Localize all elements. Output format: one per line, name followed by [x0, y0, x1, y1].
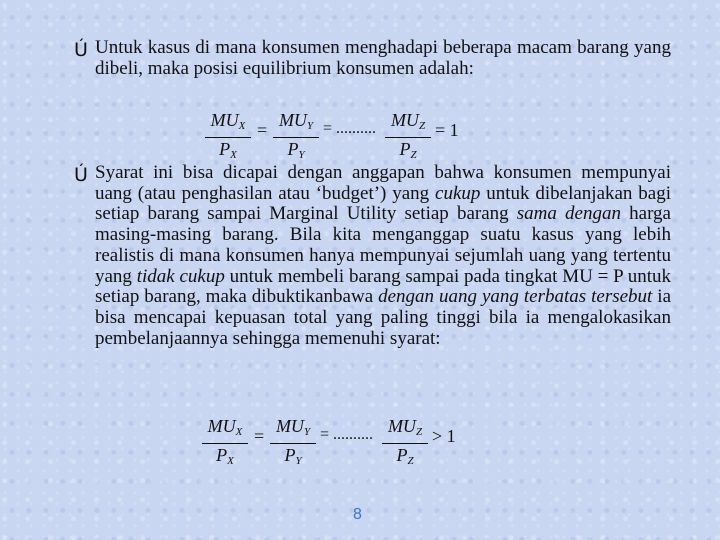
equals-sign: =: [257, 120, 268, 140]
bullet-symbol: Ú: [74, 164, 88, 186]
fraction-x: $MU_X$ $P_X$: [205, 110, 251, 165]
fraction-z: $MU_Z$ $P_Z$: [382, 416, 428, 471]
fraction-y: $MU_Y$ $P_Y$: [273, 110, 319, 165]
equals-sign: =: [254, 426, 265, 446]
equals-ellipsis: = ..........: [320, 426, 374, 443]
fraction-x: $MU_X$ $P_X$: [202, 416, 248, 471]
equals-ellipsis: = ..........: [323, 120, 377, 137]
page-number: 8: [353, 506, 362, 523]
greater-than-one: > 1: [432, 426, 456, 446]
equals-one: = 1: [435, 120, 459, 140]
bullet-2-text: Syarat ini bisa dicapai dengan anggapan bahwa konsumen mempunyai uang (atau penghasilan atau ‘budget’) yang cukup untuk dibelanjakan bagi setiap barang sampai Marginal Utility setiap barang sama dengan harga masing-masing barang. Bila kita menganggap suatu kasus yang lebih realistis di mana konsumen hanya mempunyai sejumlah uang yang tertentu yang tidak cukup untuk membeli barang sampai pada tingkat MU = P untuk setiap barang, maka dibuktikanbawa dengan uang yang terbatas tersebut ia bisa mencapai kepuasan total yang paling tinggi bila ia mengalokasikan pembelanjaannya sehingga memenuhi syarat:: [95, 162, 672, 349]
bullet-symbol: Ú: [74, 39, 88, 61]
fraction-z: $MU_Z$ $P_Z$: [385, 110, 431, 165]
bullet-1-text: Untuk kasus di mana konsumen menghadapi beberapa macam barang yang dibeli, maka posisi equilibrium konsumen adalah:: [95, 37, 671, 79]
fraction-y: $MU_Y$ $P_Y$: [270, 416, 316, 471]
equilibrium-formula: [205, 110, 465, 166]
budget-constraint-formula: [202, 416, 462, 472]
